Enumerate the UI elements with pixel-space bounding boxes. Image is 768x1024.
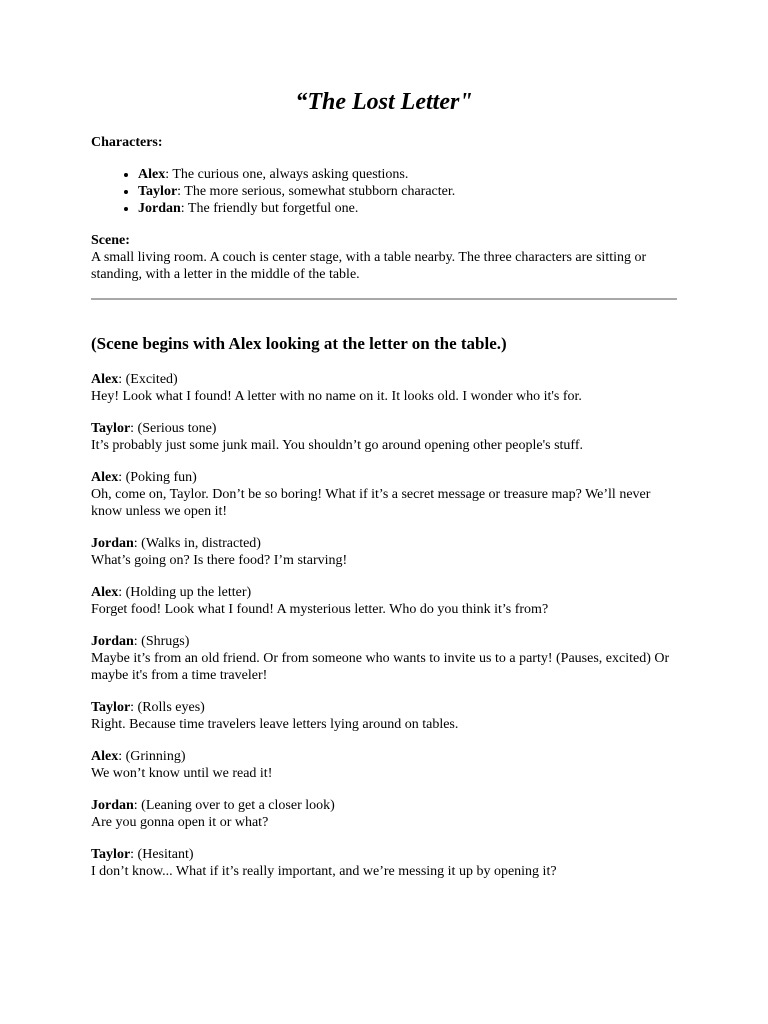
scene-description: A small living room. A couch is center stage, with a table nearby. The three characters are sitting or standing, with a letter in the middle of the table. [91, 250, 647, 282]
speaker-direction: : (Holding up the letter) [118, 585, 252, 600]
dialogue-line: We won’t know until we read it! [91, 766, 273, 781]
dialogue-cue [91, 420, 681, 437]
dialogue-line: Hey! Look what I found! A letter with no name on it. It looks old. I wonder who it's for. [91, 389, 582, 404]
scene-heading: Scene: [91, 233, 130, 248]
speaker-name: Taylor [91, 700, 131, 715]
dialogue-cue [91, 633, 681, 650]
dialogue-line: Are you gonna open it or what? [91, 815, 269, 830]
dialogue-line: Maybe it’s from an old friend. Or from someone who wants to invite us to a party! (Pauses, excited) Or maybe it's from a time traveler! [91, 651, 670, 683]
dialogue-cue [91, 371, 681, 388]
character-description: : The curious one, always asking questions. [165, 167, 409, 182]
stage-direction: (Scene begins with Alex looking at the letter on the table.) [91, 334, 507, 353]
dialogue-cue [91, 846, 681, 863]
character-name: Jordan [138, 201, 181, 216]
dialogue-block [91, 748, 681, 782]
characters-heading: Characters: [91, 135, 163, 150]
dialogue-block [91, 699, 681, 733]
characters-list [91, 166, 681, 217]
dialogue-line: Oh, come on, Taylor. Don’t be so boring! What if it’s a secret message or treasure map? We’ll never know unless we open it! [91, 487, 651, 519]
speaker-name: Jordan [91, 536, 134, 551]
dialogue-block [91, 846, 681, 880]
dialogue-block [91, 420, 681, 454]
speaker-direction: : (Grinning) [118, 749, 186, 764]
speaker-name: Taylor [91, 847, 131, 862]
document-body [91, 134, 681, 880]
speaker-name: Taylor [91, 421, 131, 436]
dialogue-line: What’s going on? Is there food? I’m starving! [91, 553, 348, 568]
dialogue-block [91, 633, 681, 684]
speaker-direction: : (Leaning over to get a closer look) [133, 798, 335, 813]
dialogue-cue [91, 535, 681, 552]
speaker-name: Alex [91, 372, 119, 387]
speaker-direction: : (Hesitant) [130, 847, 194, 862]
speaker-direction: : (Shrugs) [133, 634, 190, 649]
dialogue-block [91, 535, 681, 569]
character-item [138, 200, 681, 217]
dialogue-block [91, 371, 681, 405]
dialogue-block [91, 469, 681, 520]
dialogue-line: Forget food! Look what I found! A mysterious letter. Who do you think it’s from? [91, 602, 549, 617]
speaker-name: Jordan [91, 634, 134, 649]
character-name: Taylor [138, 184, 178, 199]
speaker-name: Alex [91, 749, 119, 764]
speaker-name: Jordan [91, 798, 134, 813]
character-item [138, 166, 681, 183]
dialogue-line: It’s probably just some junk mail. You shouldn’t go around opening other people's stuff. [91, 438, 583, 453]
dialogue-block [91, 797, 681, 831]
speaker-name: Alex [91, 585, 119, 600]
speaker-direction: : (Rolls eyes) [130, 700, 205, 715]
dialogue-cue [91, 748, 681, 765]
speaker-direction: : (Serious tone) [130, 421, 217, 436]
dialogue-line: Right. Because time travelers leave letters lying around on tables. [91, 717, 459, 732]
dialogue-cue [91, 469, 681, 486]
speaker-direction: : (Poking fun) [118, 470, 197, 485]
speaker-direction: : (Excited) [118, 372, 178, 387]
dialogue-cue [91, 797, 681, 814]
character-item [138, 183, 681, 200]
document-title: “The Lost Letter" [295, 89, 473, 115]
section-divider [91, 298, 677, 300]
character-name: Alex [138, 167, 166, 182]
dialogue-cue [91, 584, 681, 601]
speaker-name: Alex [91, 470, 119, 485]
dialogue-block [91, 584, 681, 618]
character-description: : The friendly but forgetful one. [180, 201, 359, 216]
dialogue-line: I don’t know... What if it’s really important, and we’re messing it up by opening it? [91, 864, 557, 879]
dialogue-cue [91, 699, 681, 716]
speaker-direction: : (Walks in, distracted) [133, 536, 261, 551]
character-description: : The more serious, somewhat stubborn character. [177, 184, 456, 199]
